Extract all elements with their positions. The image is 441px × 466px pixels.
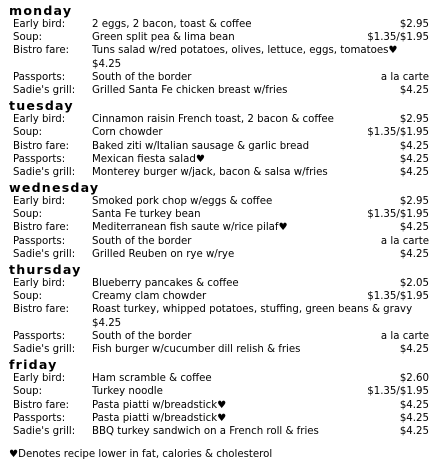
menu-category: Passports: [13,412,66,424]
menu-description: Cinnamon raisin French toast, 2 bacon & coffee [92,114,334,126]
menu-description: Santa Fe turkey bean [92,209,201,221]
menu-price: $1.35/$1.95 [367,291,429,303]
menu-category: Bistro fare: [13,304,70,316]
menu-item-row [9,71,435,84]
menu-price: $1.35/$1.95 [367,32,429,44]
day-heading-monday: monday [9,3,73,18]
menu-item-row [9,195,435,208]
menu-price: $4.25 [399,412,429,424]
day-heading-tuesday: tuesday [9,98,74,114]
menu-item-row [9,385,435,398]
menu-price-continued: $4.25 [92,317,122,329]
menu-description: Blueberry pancakes & coffee [92,278,239,290]
menu-description: Pasta piatti w/breadstick♥ [92,399,227,411]
menu-category: Bistro fare: [13,222,70,234]
menu-description: Turkey noodle [92,386,163,398]
menu-price: $4.25 [399,166,429,178]
menu-category: Passports: [13,71,66,83]
menu-category: Bistro fare: [13,45,70,57]
menu-category: Soup: [13,127,43,139]
menu-description: Baked ziti w/Italian sausage & garlic bread [92,140,310,152]
menu-category: Early bird: [13,196,66,208]
menu-price: $4.25 [399,140,429,152]
menu-description: Tuns salad w/red potatoes, olives, lettuce, eggs, tomatoes♥ [92,45,398,57]
menu-description: Ham scramble & coffee [92,373,212,385]
menu-price: $2.95 [399,196,429,208]
menu-description: Roast turkey, whipped potatoes, stuffing, green beans & gravy [92,304,413,316]
menu-item-row [9,330,435,343]
menu-item-row [9,84,435,97]
menu-price: $1.35/$1.95 [367,386,429,398]
menu-description: Corn chowder [92,127,163,139]
menu-price: $4.25 [399,343,429,355]
menu-price: a la carte [380,71,429,83]
menu-description: BBQ turkey sandwich on a French roll & fries [92,425,319,437]
menu-category: Sadie's grill: [13,166,76,178]
menu-price: a la carte [380,235,429,247]
menu-description: Creamy clam chowder [92,291,207,303]
menu-description: 2 eggs, 2 bacon, toast & coffee [92,19,252,30]
menu-item-row [9,235,435,248]
menu-category: Soup: [13,209,43,221]
day-heading-wednesday: wednesday [9,180,100,196]
menu-description: Mexican fiesta salad♥ [92,153,205,165]
footnote: ♥Denotes recipe lower in fat, calories & cholesterol [9,449,273,461]
menu-item-row [9,248,435,261]
day-heading-thursday: thursday [9,262,82,278]
menu-item-row [9,140,435,153]
menu-description: Pasta piatti w/breadstick♥ [92,412,227,424]
menu-item-row [9,290,435,303]
menu-category: Early bird: [13,373,66,385]
menu-price: $2.60 [399,373,429,385]
menu-category: Passports: [13,330,66,342]
menu-price: $1.35/$1.95 [367,127,429,139]
menu-price: $2.05 [399,278,429,290]
menu-price-continued: $4.25 [92,58,122,70]
menu-description: South of the border [92,71,192,83]
menu-category: Sadie's grill: [13,84,76,96]
menu-price: $4.25 [399,399,429,411]
menu-price: $4.25 [399,425,429,437]
menu-category: Sadie's grill: [13,343,76,355]
menu-item-row [9,399,435,412]
menu-category: Early bird: [13,278,66,290]
menu-item-row [9,372,435,385]
menu-item-row [9,44,435,70]
menu-item-row [9,343,435,356]
menu-category: Soup: [13,291,43,303]
menu-category: Sadie's grill: [13,248,76,260]
menu-price: $1.35/$1.95 [367,209,429,221]
menu-item-row [9,277,435,290]
day-heading-friday: friday [9,357,58,373]
menu-category: Soup: [13,32,43,44]
menu-description: Grilled Santa Fe chicken breast w/fries [92,84,288,96]
menu-description: Fish burger w/cucumber dill relish & fries [92,343,301,355]
menu-description: Green split pea & lima bean [92,32,235,44]
menu-price: $4.25 [399,222,429,234]
menu-category: Early bird: [13,19,66,30]
menu-item-row [9,412,435,425]
menu-item-row [9,153,435,166]
menu-category: Soup: [13,386,43,398]
menu-category: Sadie's grill: [13,425,76,437]
menu-description: Grilled Reuben on rye w/rye [92,248,235,260]
menu-price: $4.25 [399,84,429,96]
menu-item-row [9,126,435,139]
menu-item-row [9,166,435,179]
menu-item-row [9,303,435,329]
menu-description: Mediterranean fish saute w/rice pilaf♥ [92,222,288,234]
menu-item-row [9,425,435,438]
menu-price: $4.25 [399,248,429,260]
menu-category: Early bird: [13,114,66,126]
menu-description: Smoked pork chop w/eggs & coffee [92,196,273,208]
menu-item-row [9,18,435,31]
menu-item-row [9,113,435,126]
menu-description: South of the border [92,330,192,342]
menu-price: $2.95 [399,19,429,30]
menu-item-row [9,221,435,234]
menu-price: $2.95 [399,114,429,126]
menu-category: Bistro fare: [13,140,70,152]
menu-description: South of the border [92,235,192,247]
menu-price: a la carte [380,330,429,342]
menu-category: Passports: [13,235,66,247]
menu-item-row [9,208,435,221]
menu-price: $4.25 [399,153,429,165]
menu-category: Passports: [13,153,66,165]
menu-category: Bistro fare: [13,399,70,411]
menu-description: Monterey burger w/jack, bacon & salsa w/fries [92,166,328,178]
menu-item-row [9,31,435,44]
